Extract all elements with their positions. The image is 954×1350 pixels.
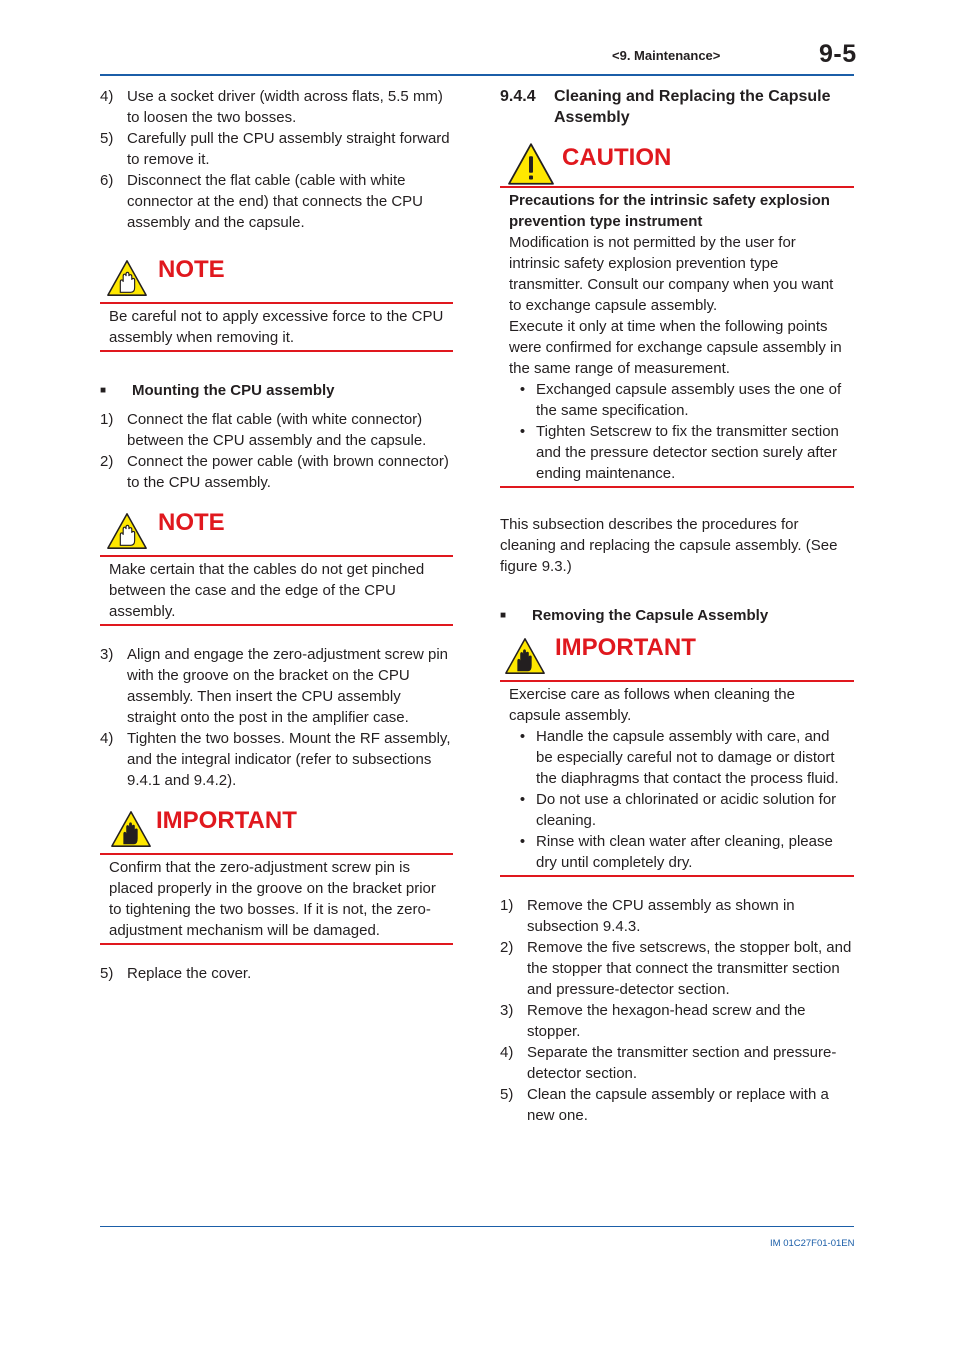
steps-mount-cpu	[100, 409, 453, 493]
steps-final	[100, 963, 453, 984]
caution-header	[500, 140, 854, 186]
important-bullets	[509, 726, 845, 873]
note-box	[100, 302, 453, 352]
steps-mount-cpu-cont	[100, 644, 453, 791]
list-item: 6) Disconnect the flat cable (cable with white connector at the end) that connects the CPU assembly and the capsule.	[100, 172, 424, 231]
important-header	[500, 634, 854, 680]
steps-remove-cpu	[100, 86, 453, 233]
caution-title: Precautions for the intrinsic safety explosion prevention type instrument	[509, 192, 830, 230]
doc-code: IM 01C27F01-01EN	[770, 1238, 855, 1249]
caution-paragraph: Modification is not permitted by the user for intrinsic safety explosion prevention type transmitter. Consult our company when you want to exchange capsule assembly.	[509, 234, 834, 314]
footer-rule	[100, 1226, 854, 1227]
note-label: NOTE	[158, 256, 225, 283]
list-item: • Do not use a chlorinated or acidic solution for cleaning.	[519, 791, 837, 829]
hand-warning-icon	[106, 258, 148, 298]
note-text: Be careful not to apply excessive force to the CPU assembly when removing it.	[109, 308, 444, 346]
left-column	[100, 86, 453, 984]
square-bullet-icon: ■	[100, 385, 107, 396]
list-item: • Exchanged capsule assembly uses the one of the same specification.	[519, 381, 842, 419]
note-box	[100, 555, 453, 626]
important-header	[100, 807, 453, 853]
removing-heading: ■ Removing the Capsule Assembly	[500, 607, 769, 624]
square-bullet-icon: ■	[500, 610, 507, 621]
list-item: 4) Tighten the two bosses. Mount the RF assembly, and the integral indicator (refer to subsections 9.4.1 and 9.4.2).	[100, 730, 451, 789]
caution-label: CAUTION	[562, 144, 672, 171]
caution-box	[500, 186, 854, 488]
hand-important-icon	[504, 636, 546, 676]
hand-important-icon	[110, 809, 152, 849]
section-title: 9.4.4 Cleaning and Replacing the Capsule Assembly	[500, 88, 831, 126]
caution-paragraph: Execute it only at time when the following points were confirmed for exchange capsule assembly in the same range of measurement.	[509, 318, 842, 377]
intro-paragraph: This subsection describes the procedures for cleaning and replacing the capsule assembly. (See figure 9.3.)	[500, 516, 838, 575]
list-item: 1) Connect the flat cable (with white connector) between the CPU assembly and the capsule.	[100, 411, 427, 449]
important-box	[100, 853, 453, 945]
hand-warning-icon	[106, 511, 148, 551]
steps-remove-capsule	[500, 895, 854, 1126]
list-item: 3) Remove the hexagon-head screw and the stopper.	[500, 1002, 806, 1040]
page-number: 9-5	[819, 40, 857, 68]
important-box	[500, 680, 854, 877]
list-item: 4) Separate the transmitter section and pressure-detector section.	[500, 1044, 837, 1082]
list-item: 5) Carefully pull the CPU assembly straight forward to remove it.	[100, 130, 450, 168]
important-text: Exercise care as follows when cleaning the capsule assembly.	[509, 686, 795, 724]
list-item: 1) Remove the CPU assembly as shown in subsection 9.4.3.	[500, 897, 795, 935]
header-section: <9. Maintenance>	[612, 48, 721, 63]
list-item: 3) Align and engage the zero-adjustment screw pin with the groove on the bracket on the CPU assembly. Then insert the CPU assembly straight onto the post in the amplifier case.	[100, 646, 449, 726]
right-column	[500, 86, 854, 1126]
list-item: • Rinse with clean water after cleaning, please dry until completely dry.	[519, 833, 833, 871]
list-item: 5) Replace the cover.	[100, 965, 252, 982]
exclamation-warning-icon	[506, 142, 556, 186]
list-item: 2) Connect the power cable (with brown connector) to the CPU assembly.	[100, 453, 449, 491]
note-header	[100, 509, 453, 555]
mounting-heading: ■ Mounting the CPU assembly	[100, 382, 335, 399]
important-text: Confirm that the zero-adjustment screw pin is placed properly in the groove on the bracket prior to tightening the two bosses. If it is not, the zero-adjustment mechanism will be damaged.	[109, 859, 436, 939]
list-item: 2) Remove the five setscrews, the stopper bolt, and the stopper that connect the transmitter section and pressure-detector section.	[500, 939, 852, 998]
list-item: • Tighten Setscrew to fix the transmitter section and the pressure detector section surely after ending maintenance.	[519, 423, 839, 482]
important-label: IMPORTANT	[555, 634, 696, 661]
note-text: Make certain that the cables do not get pinched between the case and the edge of the CPU assembly.	[109, 561, 425, 620]
note-label: NOTE	[158, 509, 225, 536]
list-item: 5) Clean the capsule assembly or replace with a new one.	[500, 1086, 829, 1124]
caution-bullets	[509, 379, 845, 484]
list-item: • Handle the capsule assembly with care, and be especially careful not to damage or distort the diaphragms that contact the process fluid.	[519, 728, 839, 787]
header-rule	[100, 74, 854, 76]
important-label: IMPORTANT	[156, 807, 297, 834]
list-item: 4) Use a socket driver (width across flats, 5.5 mm) to loosen the two bosses.	[100, 88, 443, 126]
note-header	[100, 256, 453, 302]
